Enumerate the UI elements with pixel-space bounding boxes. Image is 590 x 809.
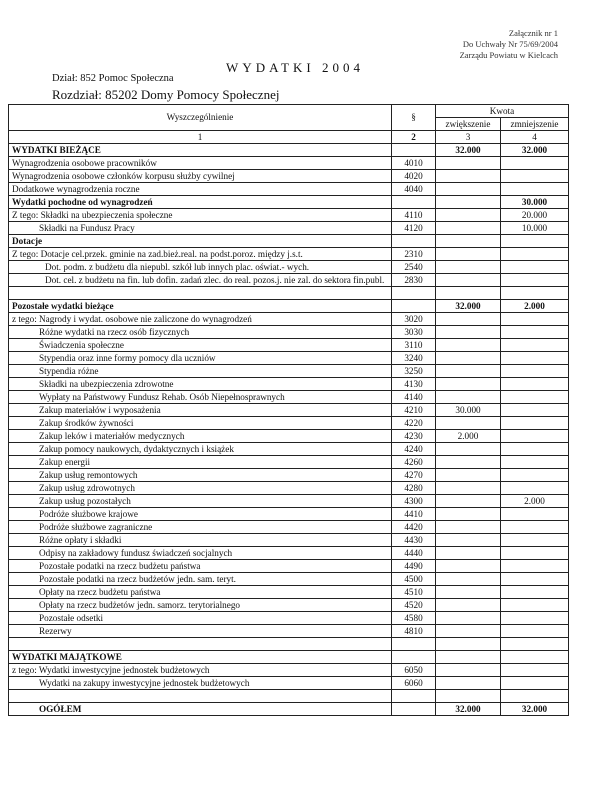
row-decrease <box>501 404 569 417</box>
row-increase <box>436 573 501 586</box>
table-row <box>9 521 569 534</box>
row-decrease <box>501 378 569 391</box>
row-decrease <box>501 612 569 625</box>
row-label: Dotacje <box>9 235 392 248</box>
row-paragraph-code: 4220 <box>392 417 436 430</box>
row-label: Podróże służbowe krajowe <box>9 508 392 521</box>
table-row <box>9 456 569 469</box>
table-row <box>9 352 569 365</box>
row-label: Dodatkowe wynagrodzenia roczne <box>9 183 392 196</box>
row-decrease <box>501 690 569 703</box>
table-row <box>9 573 569 586</box>
row-decrease <box>501 638 569 651</box>
row-label: Opłaty na rzecz budżetu państwa <box>9 586 392 599</box>
row-decrease: 10.000 <box>501 222 569 235</box>
row-label: z tego: Nagrody i wydat. osobowe nie zaliczone do wynagrodzeń <box>9 313 392 326</box>
row-decrease <box>501 430 569 443</box>
row-label: Wynagrodzenia osobowe pracowników <box>9 157 392 170</box>
row-label: z tego: Wydatki inwestycyjne jednostek budżetowych <box>9 664 392 677</box>
table-row <box>9 365 569 378</box>
row-label: Zakup usług pozostałych <box>9 495 392 508</box>
row-label: Składki na Fundusz Pracy <box>9 222 392 235</box>
table-row <box>9 482 569 495</box>
row-increase <box>436 638 501 651</box>
row-paragraph-code: 4300 <box>392 495 436 508</box>
row-paragraph-code: 4260 <box>392 456 436 469</box>
col-header-increase: zwiększenie <box>436 118 501 131</box>
row-paragraph-code <box>392 690 436 703</box>
row-label: Zakup pomocy naukowych, dydaktycznych i książek <box>9 443 392 456</box>
row-label: OGÓŁEM <box>9 703 392 716</box>
row-paragraph-code: 4120 <box>392 222 436 235</box>
row-increase <box>436 222 501 235</box>
row-paragraph-code: 2540 <box>392 261 436 274</box>
row-increase <box>436 391 501 404</box>
table-number-row <box>9 131 569 144</box>
row-increase <box>436 196 501 209</box>
row-increase <box>436 339 501 352</box>
row-decrease <box>501 287 569 300</box>
row-paragraph-code: 4580 <box>392 612 436 625</box>
row-increase <box>436 378 501 391</box>
row-increase: 30.000 <box>436 404 501 417</box>
row-increase <box>436 612 501 625</box>
table-row <box>9 599 569 612</box>
row-paragraph-code: 2310 <box>392 248 436 261</box>
table-row <box>9 261 569 274</box>
attachment-note <box>398 28 558 61</box>
row-label: Pozostałe odsetki <box>9 612 392 625</box>
row-decrease <box>501 482 569 495</box>
row-label: Pozostałe podatki na rzecz budżetu państwa <box>9 560 392 573</box>
table-row <box>9 209 569 222</box>
row-increase <box>436 456 501 469</box>
table-row <box>9 508 569 521</box>
row-decrease <box>501 417 569 430</box>
row-increase <box>436 651 501 664</box>
row-paragraph-code: 3240 <box>392 352 436 365</box>
row-decrease <box>501 625 569 638</box>
table-row <box>9 534 569 547</box>
row-paragraph-code: 4420 <box>392 521 436 534</box>
row-paragraph-code <box>392 638 436 651</box>
row-paragraph-code: 4500 <box>392 573 436 586</box>
row-decrease <box>501 248 569 261</box>
table-row <box>9 170 569 183</box>
row-decrease <box>501 573 569 586</box>
table-row <box>9 560 569 573</box>
row-label: Podróże służbowe zagraniczne <box>9 521 392 534</box>
attachment-line-3: Zarządu Powiatu w Kielcach <box>459 50 558 60</box>
row-label: Dot. cel. z budżetu na fin. lub dofin. zadań zlec. do real. pozos.j. nie zal. do sektora fin.publ. <box>9 274 392 287</box>
row-paragraph-code: 4110 <box>392 209 436 222</box>
row-increase: 32.000 <box>436 144 501 157</box>
row-paragraph-code: 4130 <box>392 378 436 391</box>
row-label: Dot. podm. z budżetu dla niepubl. szkół lub innych plac. oświat.- wych. <box>9 261 392 274</box>
row-increase <box>436 560 501 573</box>
col-header-decrease: zmniejszenie <box>501 118 569 131</box>
table-row <box>9 313 569 326</box>
row-decrease <box>501 586 569 599</box>
row-increase <box>436 352 501 365</box>
table-row <box>9 404 569 417</box>
row-paragraph-code: 4410 <box>392 508 436 521</box>
row-label: Z tego: Składki na ubezpieczenia społeczne <box>9 209 392 222</box>
row-paragraph-code <box>392 235 436 248</box>
row-label: Wynagrodzenia osobowe członków korpusu służby cywilnej <box>9 170 392 183</box>
table-row <box>9 430 569 443</box>
table-row <box>9 664 569 677</box>
table-row <box>9 378 569 391</box>
row-paragraph-code: 6060 <box>392 677 436 690</box>
row-increase <box>436 417 501 430</box>
row-label: Odpisy na zakładowy fundusz świadczeń socjalnych <box>9 547 392 560</box>
table-row <box>9 248 569 261</box>
row-decrease: 2.000 <box>501 495 569 508</box>
row-decrease <box>501 677 569 690</box>
table-row <box>9 690 569 703</box>
table-row <box>9 625 569 638</box>
row-increase <box>436 495 501 508</box>
row-decrease <box>501 365 569 378</box>
row-label: Pozostałe podatki na rzecz budżetów jedn. sam. teryt. <box>9 573 392 586</box>
row-increase: 32.000 <box>436 300 501 313</box>
row-increase <box>436 443 501 456</box>
table-row <box>9 274 569 287</box>
row-label: Składki na ubezpieczenia zdrowotne <box>9 378 392 391</box>
row-paragraph-code: 4240 <box>392 443 436 456</box>
row-paragraph-code <box>392 703 436 716</box>
page-title: WYDATKI 2004 <box>226 60 364 75</box>
section-rozdzial: Rozdział: 85202 Domy Pomocy Społecznej <box>52 87 280 102</box>
row-paragraph-code: 4270 <box>392 469 436 482</box>
row-increase <box>436 274 501 287</box>
row-decrease <box>501 547 569 560</box>
table-row <box>9 495 569 508</box>
row-paragraph-code <box>392 300 436 313</box>
row-paragraph-code: 4280 <box>392 482 436 495</box>
row-label <box>9 638 392 651</box>
row-label: Zakup środków żywności <box>9 417 392 430</box>
row-decrease <box>501 170 569 183</box>
row-label: Różne opłaty i składki <box>9 534 392 547</box>
row-label <box>9 287 392 300</box>
row-paragraph-code: 3030 <box>392 326 436 339</box>
row-decrease: 32.000 <box>501 703 569 716</box>
row-decrease <box>501 261 569 274</box>
table-row <box>9 287 569 300</box>
row-increase <box>436 170 501 183</box>
row-paragraph-code: 4490 <box>392 560 436 573</box>
row-paragraph-code: 4440 <box>392 547 436 560</box>
row-increase <box>436 677 501 690</box>
row-label: Zakup leków i materiałów medycznych <box>9 430 392 443</box>
row-increase <box>436 521 501 534</box>
table-row <box>9 339 569 352</box>
row-increase <box>436 599 501 612</box>
row-decrease <box>501 534 569 547</box>
col-number-1: 1 <box>9 131 392 144</box>
table-row <box>9 612 569 625</box>
row-increase <box>436 586 501 599</box>
row-increase <box>436 248 501 261</box>
row-increase <box>436 183 501 196</box>
expenses-table <box>8 104 569 716</box>
row-decrease <box>501 456 569 469</box>
table-row <box>9 326 569 339</box>
table-row <box>9 183 569 196</box>
row-decrease <box>501 469 569 482</box>
row-label <box>9 690 392 703</box>
row-label: Wydatki na zakupy inwestycyjne jednostek budżetowych <box>9 677 392 690</box>
row-label: Opłaty na rzecz budżetów jedn. samorz. terytorialnego <box>9 599 392 612</box>
row-label: Z tego: Dotacje cel.przek. gminie na zad.bież.real. na podst.poroz. między j.s.t. <box>9 248 392 261</box>
row-increase <box>436 313 501 326</box>
row-label: Pozostałe wydatki bieżące <box>9 300 392 313</box>
col-header-amount: Kwota <box>436 105 569 118</box>
table-row <box>9 469 569 482</box>
row-label: Zakup usług remontowych <box>9 469 392 482</box>
row-increase <box>436 287 501 300</box>
row-increase <box>436 326 501 339</box>
row-increase <box>436 209 501 222</box>
row-label: Świadczenia społeczne <box>9 339 392 352</box>
table-row <box>9 300 569 313</box>
row-decrease <box>501 352 569 365</box>
table-row <box>9 417 569 430</box>
attachment-line-2: Do Uchwały Nr 75/69/2004 <box>462 39 558 49</box>
row-paragraph-code <box>392 196 436 209</box>
table-row <box>9 586 569 599</box>
col-number-2: 2 <box>392 131 436 144</box>
row-label: Stypendia różne <box>9 365 392 378</box>
row-paragraph-code: 4810 <box>392 625 436 638</box>
col-number-3: 3 <box>436 131 501 144</box>
table-row <box>9 651 569 664</box>
row-paragraph-code: 6050 <box>392 664 436 677</box>
row-increase <box>436 547 501 560</box>
row-increase <box>436 664 501 677</box>
row-decrease <box>501 560 569 573</box>
row-increase <box>436 508 501 521</box>
row-label: Rezerwy <box>9 625 392 638</box>
row-paragraph-code <box>392 287 436 300</box>
table-row <box>9 703 569 716</box>
row-decrease <box>501 651 569 664</box>
table-row <box>9 222 569 235</box>
table-row <box>9 391 569 404</box>
row-decrease: 2.000 <box>501 300 569 313</box>
row-increase <box>436 235 501 248</box>
row-increase <box>436 625 501 638</box>
row-decrease <box>501 183 569 196</box>
row-label: WYDATKI MAJĄTKOWE <box>9 651 392 664</box>
row-paragraph-code: 4430 <box>392 534 436 547</box>
row-decrease: 20.000 <box>501 209 569 222</box>
attachment-line-1: Załącznik nr 1 <box>508 28 558 38</box>
row-decrease <box>501 313 569 326</box>
table-header-row <box>9 105 569 118</box>
row-increase <box>436 365 501 378</box>
row-paragraph-code: 2830 <box>392 274 436 287</box>
row-label: Zakup energii <box>9 456 392 469</box>
row-increase <box>436 469 501 482</box>
row-decrease: 30.000 <box>501 196 569 209</box>
col-number-4: 4 <box>501 131 569 144</box>
row-paragraph-code: 3110 <box>392 339 436 352</box>
row-increase <box>436 482 501 495</box>
table-row <box>9 144 569 157</box>
row-paragraph-code: 4510 <box>392 586 436 599</box>
table-row <box>9 638 569 651</box>
row-increase <box>436 690 501 703</box>
row-decrease <box>501 664 569 677</box>
row-decrease <box>501 157 569 170</box>
row-increase <box>436 157 501 170</box>
row-decrease <box>501 443 569 456</box>
col-header-paragraph: § <box>392 105 436 131</box>
table-row <box>9 235 569 248</box>
row-label: Wypłaty na Państwowy Fundusz Rehab. Osób Niepełnosprawnych <box>9 391 392 404</box>
row-paragraph-code: 4520 <box>392 599 436 612</box>
table-row <box>9 677 569 690</box>
row-paragraph-code <box>392 651 436 664</box>
row-decrease: 32.000 <box>501 144 569 157</box>
row-paragraph-code: 3020 <box>392 313 436 326</box>
row-increase <box>436 534 501 547</box>
row-increase: 2.000 <box>436 430 501 443</box>
row-label: Wydatki pochodne od wynagrodzeń <box>9 196 392 209</box>
row-decrease <box>501 508 569 521</box>
row-paragraph-code: 4010 <box>392 157 436 170</box>
row-paragraph-code: 4210 <box>392 404 436 417</box>
table-row <box>9 157 569 170</box>
row-label: Różne wydatki na rzecz osób fizycznych <box>9 326 392 339</box>
row-label: Zakup usług zdrowotnych <box>9 482 392 495</box>
row-decrease <box>501 235 569 248</box>
row-paragraph-code: 3250 <box>392 365 436 378</box>
row-increase <box>436 261 501 274</box>
row-decrease <box>501 274 569 287</box>
row-increase: 32.000 <box>436 703 501 716</box>
row-label: Zakup materiałów i wyposażenia <box>9 404 392 417</box>
table-row <box>9 196 569 209</box>
row-paragraph-code: 4140 <box>392 391 436 404</box>
row-decrease <box>501 339 569 352</box>
row-paragraph-code: 4020 <box>392 170 436 183</box>
row-decrease <box>501 599 569 612</box>
row-decrease <box>501 391 569 404</box>
row-paragraph-code <box>392 144 436 157</box>
table-row <box>9 443 569 456</box>
table-row <box>9 547 569 560</box>
row-decrease <box>501 521 569 534</box>
row-paragraph-code: 4040 <box>392 183 436 196</box>
section-dzial: Dział: 852 Pomoc Społeczna <box>52 73 174 84</box>
row-label: Stypendia oraz inne formy pomocy dla uczniów <box>9 352 392 365</box>
row-label: WYDATKI BIEŻĄCE <box>9 144 392 157</box>
col-header-spec: Wyszczególnienie <box>9 105 392 131</box>
row-decrease <box>501 326 569 339</box>
row-paragraph-code: 4230 <box>392 430 436 443</box>
